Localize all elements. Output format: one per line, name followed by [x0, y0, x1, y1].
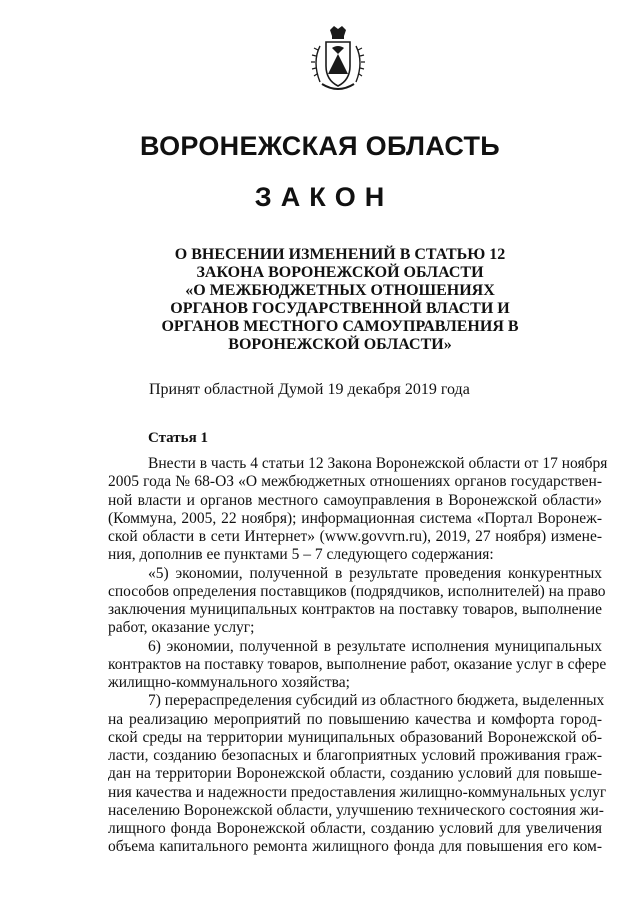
heading-line: ЗАКОНА ВОРОНЕЖСКОЙ ОБЛАСТИ	[196, 264, 484, 281]
article-title: Статья 1	[148, 430, 208, 446]
article-line: 7) перераспределения субсидий из областного бюджета, выделенных	[148, 692, 605, 710]
article-line: лищного фонда Воронежской области, созданию условий для увеличения	[108, 820, 602, 837]
article-line: населению Воронежской области, улучшению технического состояния жи-	[108, 801, 604, 819]
article-line: жилищно-коммунального хозяйства;	[108, 674, 350, 691]
article-line: контрактов на поставку товаров, выполнение работ, оказание услуг в сфере	[108, 655, 607, 673]
heading-line: ОРГАНОВ МЕСТНОГО САМОУПРАВЛЕНИЯ В	[161, 318, 519, 335]
article-line: ской области в сети Интернет» (www.govvrn.ru), 2019, 27 ноября) измене-	[108, 528, 602, 545]
heading-line: ОРГАНОВ ГОСУДАРСТВЕННОЙ ВЛАСТИ И	[170, 300, 510, 317]
article-line: ной власти и органов местного самоуправления в Воронежской области»	[108, 491, 602, 509]
article-line: Внести в часть 4 статьи 12 Закона Воронежской области от 17 ноября	[148, 455, 608, 472]
article-line: (Коммуна, 2005, 22 ноября); информационная система «Портал Воронеж-	[108, 509, 602, 527]
article-line: объема капитального ремонта жилищного фонда для повышения его ком-	[108, 838, 602, 856]
coat-of-arms-emblem	[306, 24, 370, 94]
article-line: ласти, созданию безопасных и благоприятных условий проживания граж-	[108, 747, 602, 764]
article-line: на реализацию мероприятий по повышению качества и комфорта город-	[108, 710, 602, 728]
article-line: «5) экономии, полученной в результате проведения конкурентных	[148, 564, 602, 582]
article-line: заключения муниципальных контрактов на поставку товаров, выполнение	[108, 601, 602, 618]
article-line: способов определения поставщиков (подрядчиков, исполнителей) на право	[108, 582, 606, 600]
article-line: работ, оказание услуг;	[108, 619, 255, 637]
article-line: ния, дополнив ее пунктами 5 – 7 следующего содержания:	[108, 546, 494, 564]
region-title: ВОРОНЕЖСКАЯ ОБЛАСТЬ	[139, 131, 501, 161]
article-line: 2005 года № 68-ОЗ «О межбюджетных отношениях органов государствен-	[108, 473, 602, 491]
law-heading	[150, 246, 530, 354]
heading-line: ВОРОНЕЖСКОЙ ОБЛАСТИ»	[228, 336, 452, 353]
article-body	[108, 455, 608, 857]
article-line: 6) экономии, полученной в результате исполнения муниципальных	[148, 637, 602, 655]
document-type: ЗАКОН	[254, 182, 394, 212]
article-line: дан на территории Воронежской области, созданию условий для повыше-	[108, 765, 602, 783]
article-line: ской среды на территории муниципальных образований Воронежской об-	[108, 728, 602, 746]
article-line: ния качества и надежности предоставления жилищно-коммунальных услуг	[108, 783, 607, 801]
emblem-icon	[306, 24, 370, 94]
heading-line: «О МЕЖБЮДЖЕТНЫХ ОТНОШЕНИЯХ	[185, 282, 495, 299]
adoption-note: Принят областной Думой 19 декабря 2019 года	[149, 381, 470, 398]
heading-line: О ВНЕСЕНИИ ИЗМЕНЕНИЙ В СТАТЬЮ 12	[174, 246, 506, 263]
